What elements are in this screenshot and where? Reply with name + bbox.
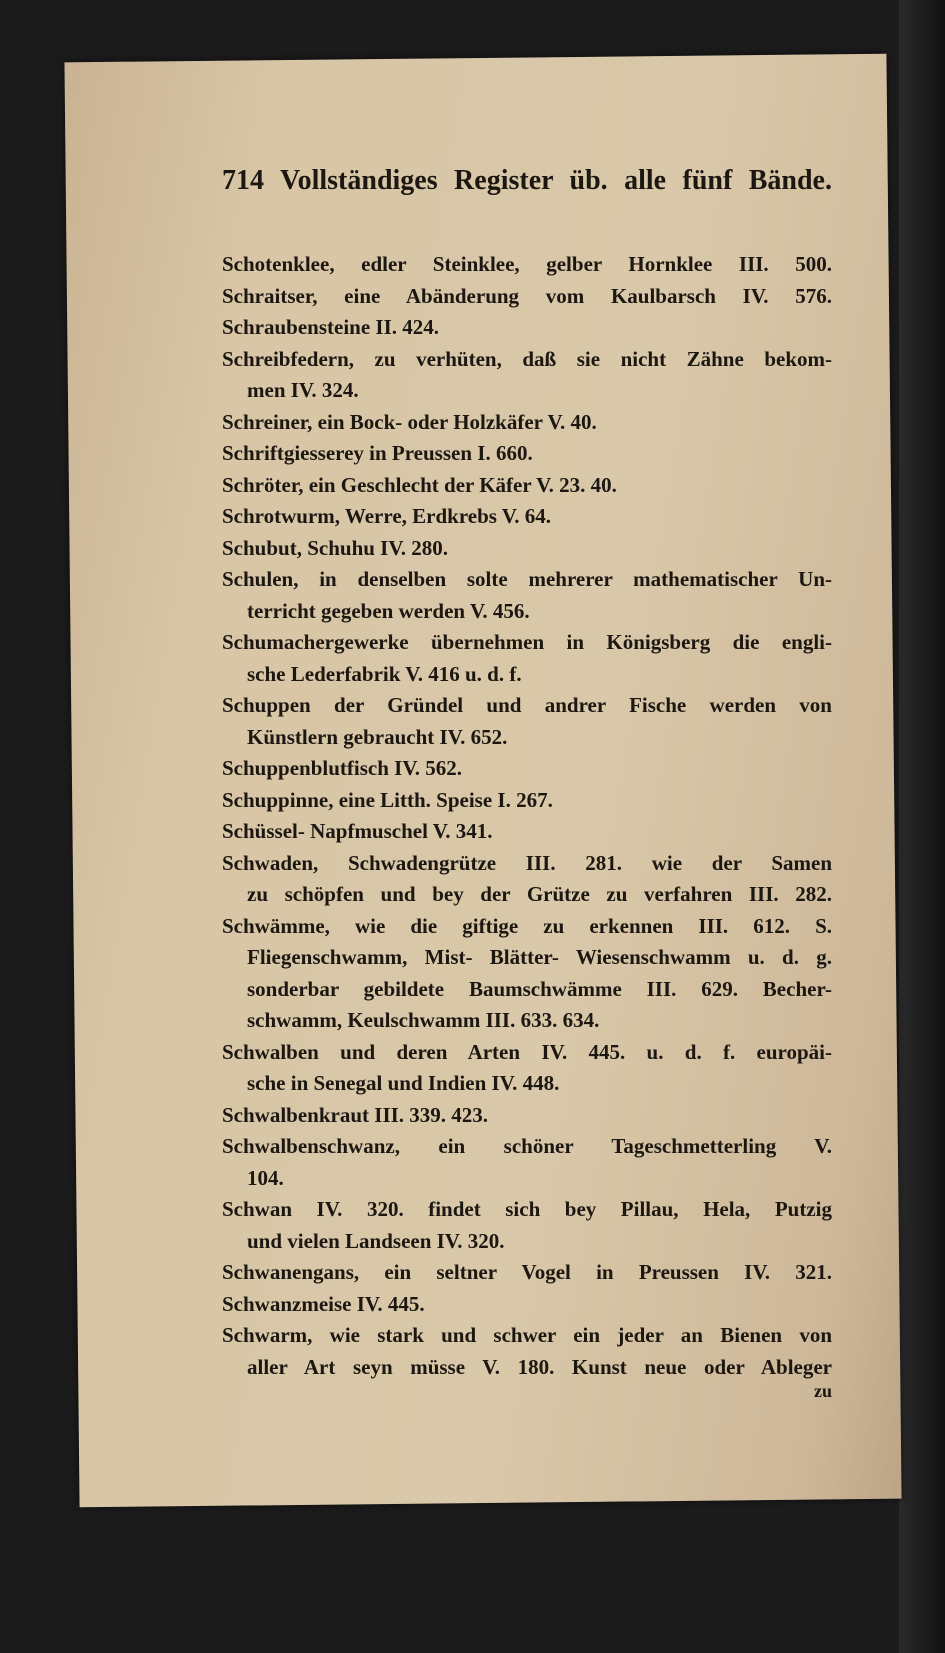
index-entry-continuation: 104. <box>247 1165 284 1190</box>
index-entry: Schröter, ein Geschlecht der Käfer V. 23. 40. <box>222 472 617 497</box>
index-entry: Schreiner, ein Bock- oder Holzkäfer V. 40. <box>222 409 597 434</box>
index-entry-continuation: sche Lederfabrik V. 416 u. d. f. <box>247 661 522 686</box>
index-entry: Schwämme, wie die giftige zu erkennen III. 612. S. <box>222 913 832 938</box>
index-entry: Schotenklee, edler Steinklee, gelber Hornklee III. 500. <box>222 252 832 276</box>
index-entry-continuation: sche in Senegal und Indien IV. 448. <box>247 1071 560 1095</box>
index-entry-continuation: Fliegenschwamm, Mist- Blätter- Wiesenschwamm u. d. g. <box>247 945 832 969</box>
index-entry: Schuppenblutfisch IV. 562. <box>222 756 463 780</box>
index-entry: Schwalbenschwanz, ein schöner Tageschmetterling V. <box>222 1134 832 1158</box>
index-entry: Schreibfedern, zu verhüten, daß sie nicht Zähne bekom- <box>222 346 832 371</box>
index-entry: Schwalben und deren Arten IV. 445. u. d. f. europäi- <box>222 1039 832 1064</box>
index-entry-continuation: terricht gegeben werden V. 456. <box>247 598 530 623</box>
catchword: zu <box>814 1381 832 1401</box>
index-entry: Schwanengans, ein seltner Vogel in Preussen IV. 321. <box>222 1260 832 1284</box>
index-entry: Schriftgiesserey in Preussen I. 660. <box>222 441 533 465</box>
page-number: 714 <box>222 165 264 196</box>
index-entry-continuation: aller Art seyn müsse V. 180. Kunst neue oder Ableger <box>247 1354 832 1379</box>
index-entry: Schuppinne, eine Litth. Speise I. 267. <box>222 787 553 812</box>
index-entry: Schulen, in denselben solte mehrerer mathematischer Un- <box>222 567 832 591</box>
index-entry: Schuppen der Gründel und andrer Fische werden von <box>222 693 832 717</box>
index-entry: Schüssel- Napfmuschel V. 341. <box>222 819 493 843</box>
index-entry: Schumachergewerke übernehmen in Königsberg die engli- <box>222 630 832 654</box>
running-header <box>222 165 832 215</box>
index-entry-continuation: und vielen Landseen IV. 320. <box>247 1228 505 1253</box>
index-entry: Schwalbenkraut III. 339. 423. <box>222 1102 489 1127</box>
index-entry: Schrotwurm, Werre, Erdkrebs V. 64. <box>222 504 552 528</box>
register-text <box>222 165 832 1399</box>
index-entry: Schwarm, wie stark und schwer ein jeder an Bienen von <box>222 1323 832 1347</box>
index-entry: Schwanzmeise IV. 445. <box>222 1291 425 1316</box>
index-entry: Schwaden, Schwadengrütze III. 281. wie der Samen <box>222 850 832 875</box>
index-entry-continuation: Künstlern gebraucht IV. 652. <box>247 724 508 749</box>
page-title: Vollständiges Register üb. alle fünf Bände. <box>279 165 832 196</box>
index-entry-continuation: schwamm, Keulschwamm III. 633. 634. <box>247 1008 600 1032</box>
index-entry-continuation: zu schöpfen und bey der Grütze zu verfahren III. 282. <box>247 882 832 906</box>
index-entry: Schraubensteine II. 424. <box>222 315 440 339</box>
index-entry: Schubut, Schuhu IV. 280. <box>222 535 449 560</box>
index-entry: Schraitser, eine Abänderung vom Kaulbarsch IV. 576. <box>222 283 832 308</box>
index-entry: Schwan IV. 320. findet sich bey Pillau, Hela, Putzig <box>222 1197 832 1221</box>
index-entry-continuation: sonderbar gebildete Baumschwämme III. 629. Becher- <box>247 976 832 1001</box>
index-entry-continuation: men IV. 324. <box>247 378 359 402</box>
scan-background-edge <box>899 0 945 1653</box>
